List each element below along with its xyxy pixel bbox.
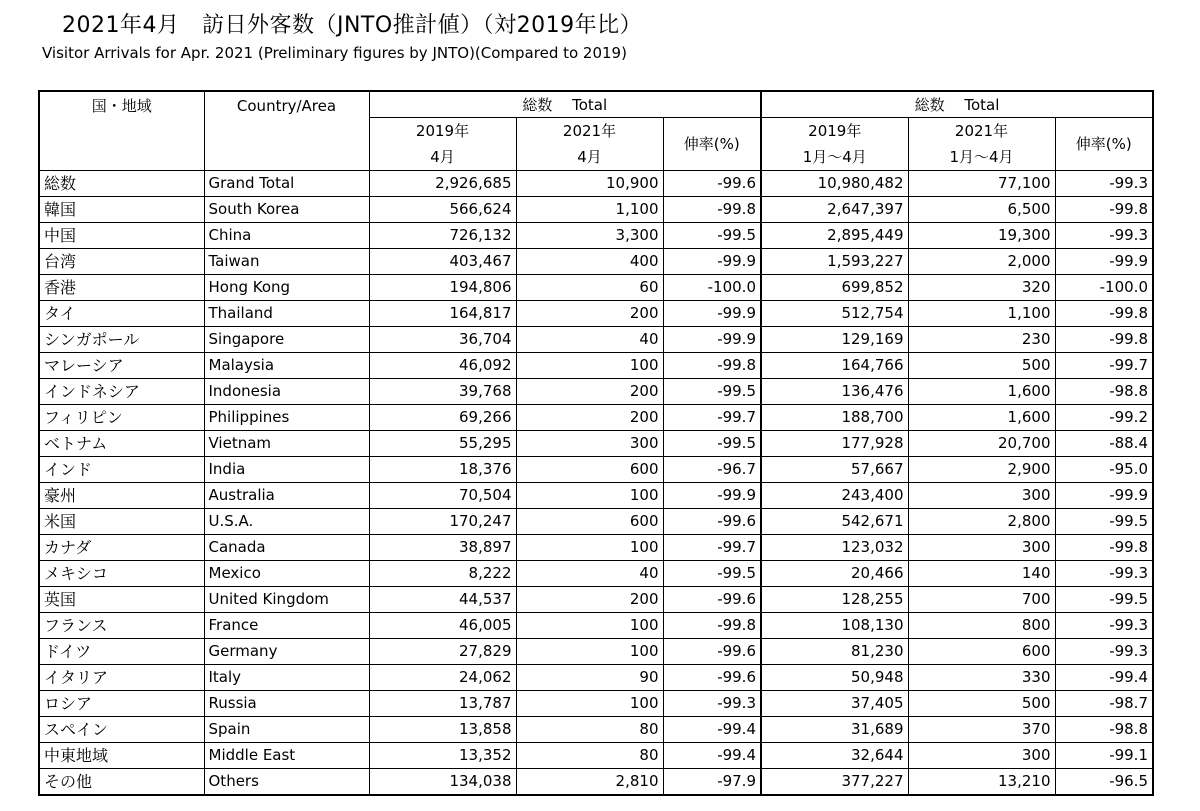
country-en-cell: Canada [204, 535, 369, 561]
april-2021-cell: 200 [516, 587, 663, 613]
country-en-cell: Middle East [204, 743, 369, 769]
country-en-cell: India [204, 457, 369, 483]
country-en-cell: Germany [204, 639, 369, 665]
april-growth-cell: -99.7 [663, 535, 761, 561]
april-2019-cell: 44,537 [369, 587, 516, 613]
april-2019-cell: 2,926,685 [369, 171, 516, 197]
region-jp-cell: 香港 [39, 275, 204, 301]
ytd-growth-cell: -99.8 [1055, 197, 1153, 223]
ytd-growth-cell: -99.8 [1055, 301, 1153, 327]
april-growth-cell: -96.7 [663, 457, 761, 483]
ytd-2021-cell: 330 [908, 665, 1055, 691]
april-growth-cell: -99.6 [663, 587, 761, 613]
april-2019-cell: 13,787 [369, 691, 516, 717]
country-en-cell: Taiwan [204, 249, 369, 275]
april-growth-cell: -99.8 [663, 353, 761, 379]
table-row [39, 535, 1153, 561]
table-row [39, 509, 1153, 535]
country-en-cell: Others [204, 769, 369, 796]
april-2019-cell: 55,295 [369, 431, 516, 457]
ytd-growth-cell: -99.2 [1055, 405, 1153, 431]
country-en-cell: Hong Kong [204, 275, 369, 301]
ytd-2019-cell: 2,895,449 [761, 223, 908, 249]
header-growth-ytd: 伸率(%) [1055, 118, 1153, 171]
ytd-growth-cell: -99.1 [1055, 743, 1153, 769]
april-2021-cell: 600 [516, 509, 663, 535]
region-jp-cell: タイ [39, 301, 204, 327]
ytd-2019-cell: 2,647,397 [761, 197, 908, 223]
visitor-arrivals-table [38, 90, 1154, 796]
ytd-2019-cell: 31,689 [761, 717, 908, 743]
table-row [39, 457, 1153, 483]
table-row [39, 353, 1153, 379]
ytd-growth-cell: -99.3 [1055, 639, 1153, 665]
april-2021-cell: 80 [516, 717, 663, 743]
region-jp-cell: インド [39, 457, 204, 483]
ytd-2019-cell: 512,754 [761, 301, 908, 327]
ytd-growth-cell: -99.5 [1055, 587, 1153, 613]
april-growth-cell: -99.6 [663, 639, 761, 665]
ytd-growth-cell: -99.3 [1055, 561, 1153, 587]
april-2021-cell: 80 [516, 743, 663, 769]
region-jp-cell: 台湾 [39, 249, 204, 275]
header-region-jp: 国・地域 [39, 91, 204, 171]
header-2019-ytd-period: 1月～4月 [802, 148, 867, 166]
ytd-2019-cell: 10,980,482 [761, 171, 908, 197]
table-row [39, 197, 1153, 223]
april-2021-cell: 100 [516, 613, 663, 639]
april-growth-cell: -99.8 [663, 613, 761, 639]
ytd-2019-cell: 81,230 [761, 639, 908, 665]
country-en-cell: France [204, 613, 369, 639]
country-en-cell: Italy [204, 665, 369, 691]
ytd-growth-cell: -98.8 [1055, 379, 1153, 405]
table-row [39, 613, 1153, 639]
table-row [39, 483, 1153, 509]
region-jp-cell: イタリア [39, 665, 204, 691]
header-ytd-total: 総数 Total [761, 91, 1153, 118]
ytd-2019-cell: 377,227 [761, 769, 908, 796]
ytd-2019-cell: 57,667 [761, 457, 908, 483]
table-row [39, 275, 1153, 301]
ytd-2019-cell: 123,032 [761, 535, 908, 561]
table-row [39, 587, 1153, 613]
ytd-2021-cell: 140 [908, 561, 1055, 587]
april-2019-cell: 39,768 [369, 379, 516, 405]
ytd-2021-cell: 6,500 [908, 197, 1055, 223]
april-growth-cell: -99.7 [663, 405, 761, 431]
ytd-2019-cell: 50,948 [761, 665, 908, 691]
april-2019-cell: 170,247 [369, 509, 516, 535]
header-2021-ytd-year: 2021年 [954, 122, 1009, 140]
april-growth-cell: -99.5 [663, 561, 761, 587]
april-growth-cell: -99.6 [663, 665, 761, 691]
ytd-2021-cell: 700 [908, 587, 1055, 613]
header-2021-period: 4月 [577, 148, 602, 166]
ytd-2021-cell: 13,210 [908, 769, 1055, 796]
table-row [39, 301, 1153, 327]
april-2021-cell: 100 [516, 353, 663, 379]
table-row [39, 249, 1153, 275]
region-jp-cell: フィリピン [39, 405, 204, 431]
april-growth-cell: -99.3 [663, 691, 761, 717]
region-jp-cell: マレーシア [39, 353, 204, 379]
ytd-growth-cell: -99.3 [1055, 613, 1153, 639]
april-growth-cell: -99.5 [663, 379, 761, 405]
country-en-cell: United Kingdom [204, 587, 369, 613]
country-en-cell: Singapore [204, 327, 369, 353]
ytd-growth-cell: -100.0 [1055, 275, 1153, 301]
header-2021-ytd-period: 1月～4月 [949, 148, 1014, 166]
april-2021-cell: 100 [516, 535, 663, 561]
ytd-2021-cell: 1,600 [908, 405, 1055, 431]
header-2021-year: 2021年 [562, 122, 617, 140]
april-2019-cell: 69,266 [369, 405, 516, 431]
april-2021-cell: 40 [516, 327, 663, 353]
table-row [39, 431, 1153, 457]
ytd-2019-cell: 188,700 [761, 405, 908, 431]
region-jp-cell: フランス [39, 613, 204, 639]
country-en-cell: China [204, 223, 369, 249]
country-en-cell: Indonesia [204, 379, 369, 405]
ytd-growth-cell: -99.9 [1055, 483, 1153, 509]
ytd-growth-cell: -99.4 [1055, 665, 1153, 691]
ytd-growth-cell: -98.7 [1055, 691, 1153, 717]
april-2021-cell: 40 [516, 561, 663, 587]
table-row [39, 561, 1153, 587]
april-2019-cell: 27,829 [369, 639, 516, 665]
country-en-cell: South Korea [204, 197, 369, 223]
april-2021-cell: 3,300 [516, 223, 663, 249]
header-2021-april [516, 118, 663, 171]
april-growth-cell: -99.6 [663, 171, 761, 197]
ytd-2021-cell: 230 [908, 327, 1055, 353]
april-growth-cell: -99.4 [663, 717, 761, 743]
ytd-2021-cell: 300 [908, 535, 1055, 561]
region-jp-cell: ベトナム [39, 431, 204, 457]
table-row [39, 691, 1153, 717]
header-2019-ytd-year: 2019年 [808, 122, 862, 140]
april-growth-cell: -99.5 [663, 223, 761, 249]
ytd-2021-cell: 2,900 [908, 457, 1055, 483]
ytd-growth-cell: -98.8 [1055, 717, 1153, 743]
april-growth-cell: -99.5 [663, 431, 761, 457]
ytd-growth-cell: -99.8 [1055, 327, 1153, 353]
ytd-growth-cell: -88.4 [1055, 431, 1153, 457]
april-2019-cell: 566,624 [369, 197, 516, 223]
ytd-2019-cell: 108,130 [761, 613, 908, 639]
ytd-2021-cell: 20,700 [908, 431, 1055, 457]
table-row [39, 379, 1153, 405]
april-2019-cell: 46,005 [369, 613, 516, 639]
header-2019-april [369, 118, 516, 171]
april-2019-cell: 13,352 [369, 743, 516, 769]
april-2019-cell: 38,897 [369, 535, 516, 561]
region-jp-cell: ロシア [39, 691, 204, 717]
april-2021-cell: 100 [516, 639, 663, 665]
ytd-2021-cell: 500 [908, 353, 1055, 379]
april-growth-cell: -99.9 [663, 249, 761, 275]
header-growth-monthly: 伸率(%) [663, 118, 761, 171]
april-2021-cell: 2,810 [516, 769, 663, 796]
region-jp-cell: 中国 [39, 223, 204, 249]
april-2019-cell: 8,222 [369, 561, 516, 587]
region-jp-cell: 英国 [39, 587, 204, 613]
april-2019-cell: 726,132 [369, 223, 516, 249]
april-growth-cell: -99.9 [663, 483, 761, 509]
ytd-2021-cell: 2,000 [908, 249, 1055, 275]
ytd-2019-cell: 136,476 [761, 379, 908, 405]
april-2021-cell: 90 [516, 665, 663, 691]
april-2021-cell: 60 [516, 275, 663, 301]
ytd-2021-cell: 1,100 [908, 301, 1055, 327]
country-en-cell: Malaysia [204, 353, 369, 379]
country-en-cell: U.S.A. [204, 509, 369, 535]
table-row [39, 717, 1153, 743]
april-growth-cell: -99.6 [663, 509, 761, 535]
region-jp-cell: 韓国 [39, 197, 204, 223]
region-jp-cell: 中東地域 [39, 743, 204, 769]
table-row [39, 171, 1153, 197]
region-jp-cell: スペイン [39, 717, 204, 743]
ytd-growth-cell: -95.0 [1055, 457, 1153, 483]
april-2019-cell: 36,704 [369, 327, 516, 353]
april-growth-cell: -99.9 [663, 301, 761, 327]
table-row [39, 743, 1153, 769]
april-2021-cell: 200 [516, 379, 663, 405]
header-country-en: Country/Area [204, 91, 369, 171]
region-jp-cell: 豪州 [39, 483, 204, 509]
april-2021-cell: 300 [516, 431, 663, 457]
ytd-2021-cell: 600 [908, 639, 1055, 665]
april-2019-cell: 194,806 [369, 275, 516, 301]
april-2021-cell: 1,100 [516, 197, 663, 223]
table-body [39, 171, 1153, 796]
country-en-cell: Russia [204, 691, 369, 717]
ytd-2019-cell: 1,593,227 [761, 249, 908, 275]
country-en-cell: Mexico [204, 561, 369, 587]
country-en-cell: Vietnam [204, 431, 369, 457]
april-growth-cell: -99.4 [663, 743, 761, 769]
ytd-growth-cell: -99.3 [1055, 223, 1153, 249]
ytd-2019-cell: 32,644 [761, 743, 908, 769]
table-row [39, 769, 1153, 796]
april-2019-cell: 134,038 [369, 769, 516, 796]
ytd-growth-cell: -99.5 [1055, 509, 1153, 535]
ytd-growth-cell: -99.9 [1055, 249, 1153, 275]
region-jp-cell: インドネシア [39, 379, 204, 405]
table-row [39, 639, 1153, 665]
region-jp-cell: 米国 [39, 509, 204, 535]
country-en-cell: Philippines [204, 405, 369, 431]
country-en-cell: Thailand [204, 301, 369, 327]
ytd-2021-cell: 1,600 [908, 379, 1055, 405]
april-growth-cell: -97.9 [663, 769, 761, 796]
ytd-2019-cell: 699,852 [761, 275, 908, 301]
april-2019-cell: 18,376 [369, 457, 516, 483]
ytd-2019-cell: 164,766 [761, 353, 908, 379]
april-2019-cell: 24,062 [369, 665, 516, 691]
april-2019-cell: 164,817 [369, 301, 516, 327]
april-2019-cell: 70,504 [369, 483, 516, 509]
country-en-cell: Spain [204, 717, 369, 743]
april-growth-cell: -99.8 [663, 197, 761, 223]
april-2021-cell: 200 [516, 301, 663, 327]
ytd-growth-cell: -99.8 [1055, 535, 1153, 561]
april-2021-cell: 100 [516, 691, 663, 717]
table-row [39, 223, 1153, 249]
ytd-growth-cell: -96.5 [1055, 769, 1153, 796]
april-2021-cell: 400 [516, 249, 663, 275]
table-row [39, 665, 1153, 691]
header-2021-ytd [908, 118, 1055, 171]
region-jp-cell: シンガポール [39, 327, 204, 353]
country-en-cell: Australia [204, 483, 369, 509]
header-2019-period: 4月 [430, 148, 455, 166]
region-jp-cell: メキシコ [39, 561, 204, 587]
ytd-2019-cell: 129,169 [761, 327, 908, 353]
header-2019-ytd [761, 118, 908, 171]
ytd-2021-cell: 370 [908, 717, 1055, 743]
ytd-2019-cell: 177,928 [761, 431, 908, 457]
region-jp-cell: 総数 [39, 171, 204, 197]
april-growth-cell: -99.9 [663, 327, 761, 353]
april-2021-cell: 200 [516, 405, 663, 431]
region-jp-cell: ドイツ [39, 639, 204, 665]
ytd-2019-cell: 542,671 [761, 509, 908, 535]
ytd-2021-cell: 320 [908, 275, 1055, 301]
ytd-2021-cell: 2,800 [908, 509, 1055, 535]
april-growth-cell: -100.0 [663, 275, 761, 301]
header-2019-year: 2019年 [415, 122, 470, 140]
ytd-2019-cell: 20,466 [761, 561, 908, 587]
ytd-2021-cell: 500 [908, 691, 1055, 717]
april-2019-cell: 403,467 [369, 249, 516, 275]
region-jp-cell: カナダ [39, 535, 204, 561]
region-jp-cell: その他 [39, 769, 204, 796]
ytd-2019-cell: 243,400 [761, 483, 908, 509]
april-2019-cell: 13,858 [369, 717, 516, 743]
ytd-2021-cell: 19,300 [908, 223, 1055, 249]
ytd-2021-cell: 800 [908, 613, 1055, 639]
page-title: 2021年4月 訪日外客数（JNTO推計値）（対2019年比） [62, 13, 643, 38]
page-subtitle: Visitor Arrivals for Apr. 2021 (Preliminary figures by JNTO)(Compared to 2019) [42, 44, 627, 62]
april-2019-cell: 46,092 [369, 353, 516, 379]
april-2021-cell: 10,900 [516, 171, 663, 197]
ytd-2021-cell: 300 [908, 743, 1055, 769]
table-row [39, 405, 1153, 431]
ytd-2021-cell: 300 [908, 483, 1055, 509]
ytd-2019-cell: 37,405 [761, 691, 908, 717]
ytd-growth-cell: -99.7 [1055, 353, 1153, 379]
ytd-growth-cell: -99.3 [1055, 171, 1153, 197]
april-2021-cell: 600 [516, 457, 663, 483]
april-2021-cell: 100 [516, 483, 663, 509]
table-row [39, 327, 1153, 353]
header-monthly-total: 総数 Total [369, 91, 761, 118]
ytd-2019-cell: 128,255 [761, 587, 908, 613]
country-en-cell: Grand Total [204, 171, 369, 197]
ytd-2021-cell: 77,100 [908, 171, 1055, 197]
